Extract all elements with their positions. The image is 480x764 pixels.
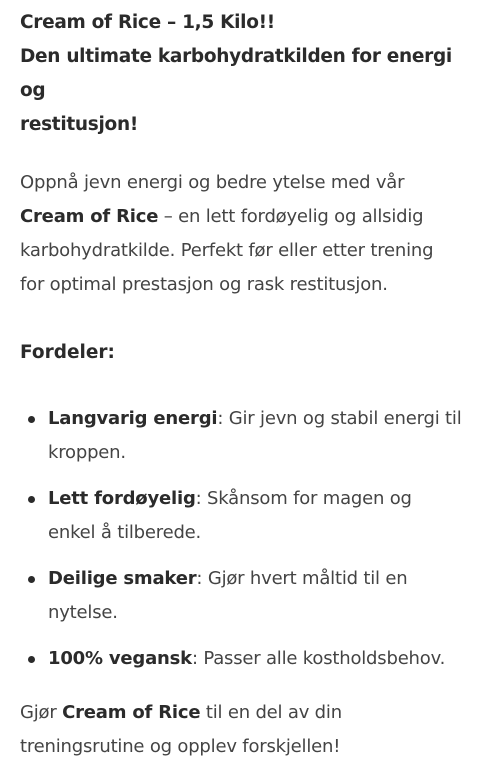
product-description: [20, 6, 468, 764]
intro-paragraph: [20, 166, 468, 302]
benefit-item: [20, 562, 468, 630]
benefit-item: [20, 402, 468, 470]
benefit-text: Gjør hvert måltid til en: [202, 568, 408, 589]
outro-line-2: treningsrutine og opplev forskjellen!: [20, 736, 341, 757]
benefits-list: [20, 402, 468, 676]
product-heading: [20, 6, 468, 142]
benefit-colon: :: [191, 648, 198, 669]
intro-line-1: Oppnå jevn energi og bedre ytelse med vår: [20, 172, 405, 193]
benefit-item: [20, 482, 468, 550]
bullet-icon: [28, 576, 35, 583]
bullet-icon: [28, 656, 35, 663]
outro-product-name: Cream of Rice: [62, 702, 201, 723]
benefit-text-cont: kroppen.: [48, 442, 126, 463]
outro-line-1: til en del av din: [200, 702, 342, 723]
outro-pre: Gjør: [20, 702, 63, 723]
heading-line-2: Den ultimate karbohydratkilden for energi og: [20, 46, 452, 101]
benefits-title: Fordeler:: [20, 342, 115, 363]
intro-line-3: karbohydratkilde. Perfekt før eller etter trening: [20, 240, 434, 261]
bullet-icon: [28, 496, 35, 503]
benefit-name: Lett fordøyelig: [48, 488, 196, 509]
benefit-colon: :: [217, 408, 224, 429]
benefit-text: Passer alle kostholdsbehov.: [197, 648, 446, 669]
heading-line-3: restitusjon!: [20, 114, 138, 135]
benefit-text-cont: nytelse.: [48, 602, 118, 623]
benefit-name: Langvarig energi: [48, 408, 218, 429]
benefit-name: Deilige smaker: [48, 568, 197, 589]
benefit-name: 100% vegansk: [48, 648, 192, 669]
outro-paragraph: [20, 696, 468, 764]
bullet-icon: [28, 416, 35, 423]
intro-line-2: – en lett fordøyelig og allsidig: [158, 206, 424, 227]
benefit-colon: :: [195, 488, 202, 509]
benefit-text: Gir jevn og stabil energi til: [223, 408, 462, 429]
benefit-text: Skånsom for magen og: [201, 488, 412, 509]
benefit-item: [20, 642, 468, 676]
benefit-colon: :: [196, 568, 203, 589]
intro-line-4: for optimal prestasjon og rask restitusjon.: [20, 274, 388, 295]
intro-product-name: Cream of Rice: [20, 206, 159, 227]
heading-line-1: Cream of Rice – 1,5 Kilo!!: [20, 12, 275, 33]
benefit-text-cont: enkel å tilberede.: [48, 522, 202, 543]
